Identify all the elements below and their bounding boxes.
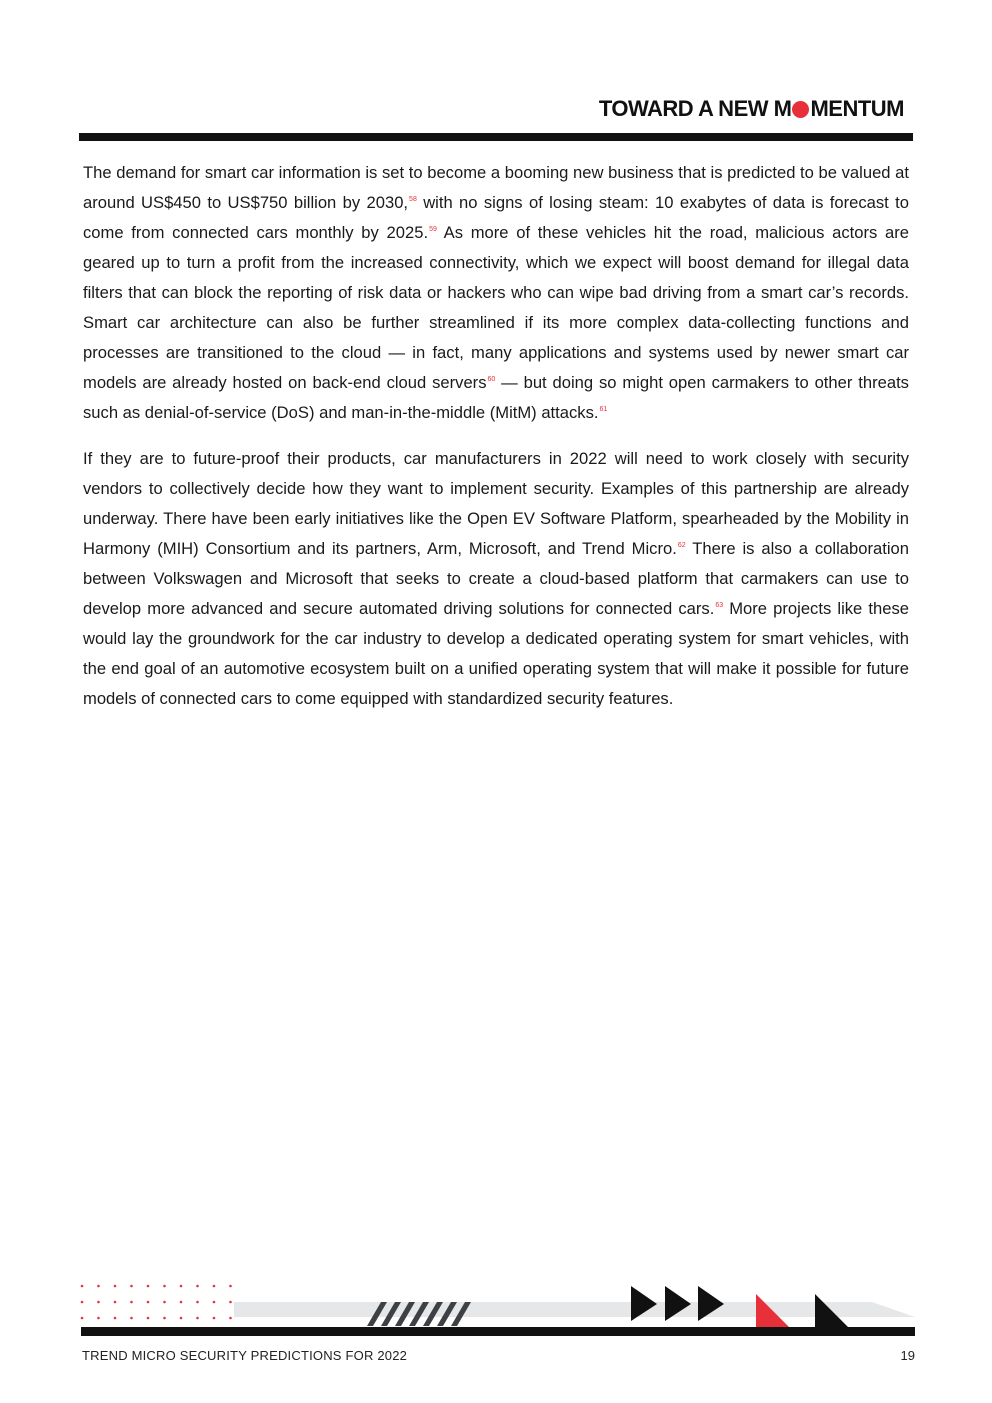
red-dot: [97, 1301, 100, 1304]
paragraph-text: As more of these vehicles hit the road, malicious actors are geared up to turn a profit from the increased connectivity, which we expect will boost demand for illegal data filters that can block the reporting of risk data or hackers who can wipe bad driving from a smart car’s records. Smart car architecture can also be further streamlined if its more complex data-collecting functions and processes are transitioned to the cloud — in fact, many applications and systems used by newer smart car models are already hosted on back-end cloud servers: [83, 223, 909, 392]
red-dot: [81, 1301, 84, 1304]
red-dot: [196, 1285, 199, 1288]
red-dot: [97, 1285, 100, 1288]
article-body: [83, 158, 909, 730]
header-rule: [79, 133, 913, 141]
red-dot: [163, 1285, 166, 1288]
footnote-marker[interactable]: 63: [715, 602, 724, 609]
paragraph-text: If they are to future-proof their products, car manufacturers in 2022 will need to work closely with security vendors to collectively decide how they want to implement security. Examples of this partnership are already underway. There have been early initiatives like the Open EV Software Platform, spearheaded by the Mobility in Harmony (MIH) Consortium and its partners, Arm, Microsoft, and Trend Micro.: [83, 449, 909, 558]
footnote-marker[interactable]: 60: [487, 376, 496, 383]
running-header-part2: MENTUM: [810, 96, 904, 121]
red-dot: [114, 1301, 117, 1304]
red-dot: [180, 1317, 183, 1320]
body-paragraph: [83, 444, 909, 714]
red-dot: [163, 1317, 166, 1320]
red-dot: [130, 1317, 133, 1320]
footnote-marker[interactable]: 61: [599, 406, 608, 413]
paragraph-text: More projects like these would lay the groundwork for the car industry to develop a dedicated operating system for smart vehicles, with the end goal of an automotive ecosystem built on a unified operating system that will make it possible for future models of connected cars to come equipped with standardized security features.: [83, 599, 909, 708]
red-dot: [180, 1285, 183, 1288]
paragraph-text: There is also a collaboration between Volkswagen and Microsoft that seeks to create a cloud-based platform that carmakers can use to develop more advanced and secure automated driving solutions for connected cars.: [83, 539, 909, 618]
red-dot: [213, 1285, 216, 1288]
red-dot: [163, 1301, 166, 1304]
red-dot: [196, 1317, 199, 1320]
red-dot: [97, 1317, 100, 1320]
red-dot: [213, 1301, 216, 1304]
red-dot: [147, 1317, 150, 1320]
red-dot: [196, 1301, 199, 1304]
red-dot: [229, 1285, 232, 1288]
page-number: 19: [900, 1348, 915, 1363]
red-dot: [213, 1317, 216, 1320]
red-dot: [130, 1301, 133, 1304]
red-dot: [114, 1317, 117, 1320]
paragraph-text: The demand for smart car information is set to become a booming new business that is predicted to be valued at around US$450 to US$750 billion by 2030,: [83, 163, 909, 212]
running-header: [599, 96, 904, 122]
paragraph-text: — but doing so might open carmakers to other threats such as denial-of-service (DoS) and man-in-the-middle (MitM) attacks.: [83, 373, 909, 422]
red-dot: [81, 1317, 84, 1320]
red-dot-grid: [81, 1285, 232, 1320]
paragraph-text: with no signs of losing steam: 10 exabytes of data is forecast to come from connected cars monthly by 2025.: [83, 193, 909, 242]
red-dot: [130, 1285, 133, 1288]
red-circle-icon: [792, 101, 809, 118]
red-dot: [229, 1317, 232, 1320]
gray-band: [234, 1302, 915, 1317]
red-dot: [147, 1285, 150, 1288]
red-dot: [229, 1301, 232, 1304]
body-paragraph: [83, 158, 909, 428]
red-dot: [180, 1301, 183, 1304]
red-dot: [81, 1285, 84, 1288]
red-dot: [114, 1285, 117, 1288]
footer-rule: [81, 1327, 915, 1336]
running-header-part1: TOWARD A NEW M: [598, 96, 792, 121]
footer-report-title: TREND MICRO SECURITY PREDICTIONS FOR 2022: [82, 1348, 408, 1363]
footnote-marker[interactable]: 59: [429, 226, 437, 233]
footnote-marker[interactable]: 62: [677, 542, 686, 549]
red-dot: [147, 1301, 150, 1304]
footnote-marker[interactable]: 58: [409, 196, 417, 203]
